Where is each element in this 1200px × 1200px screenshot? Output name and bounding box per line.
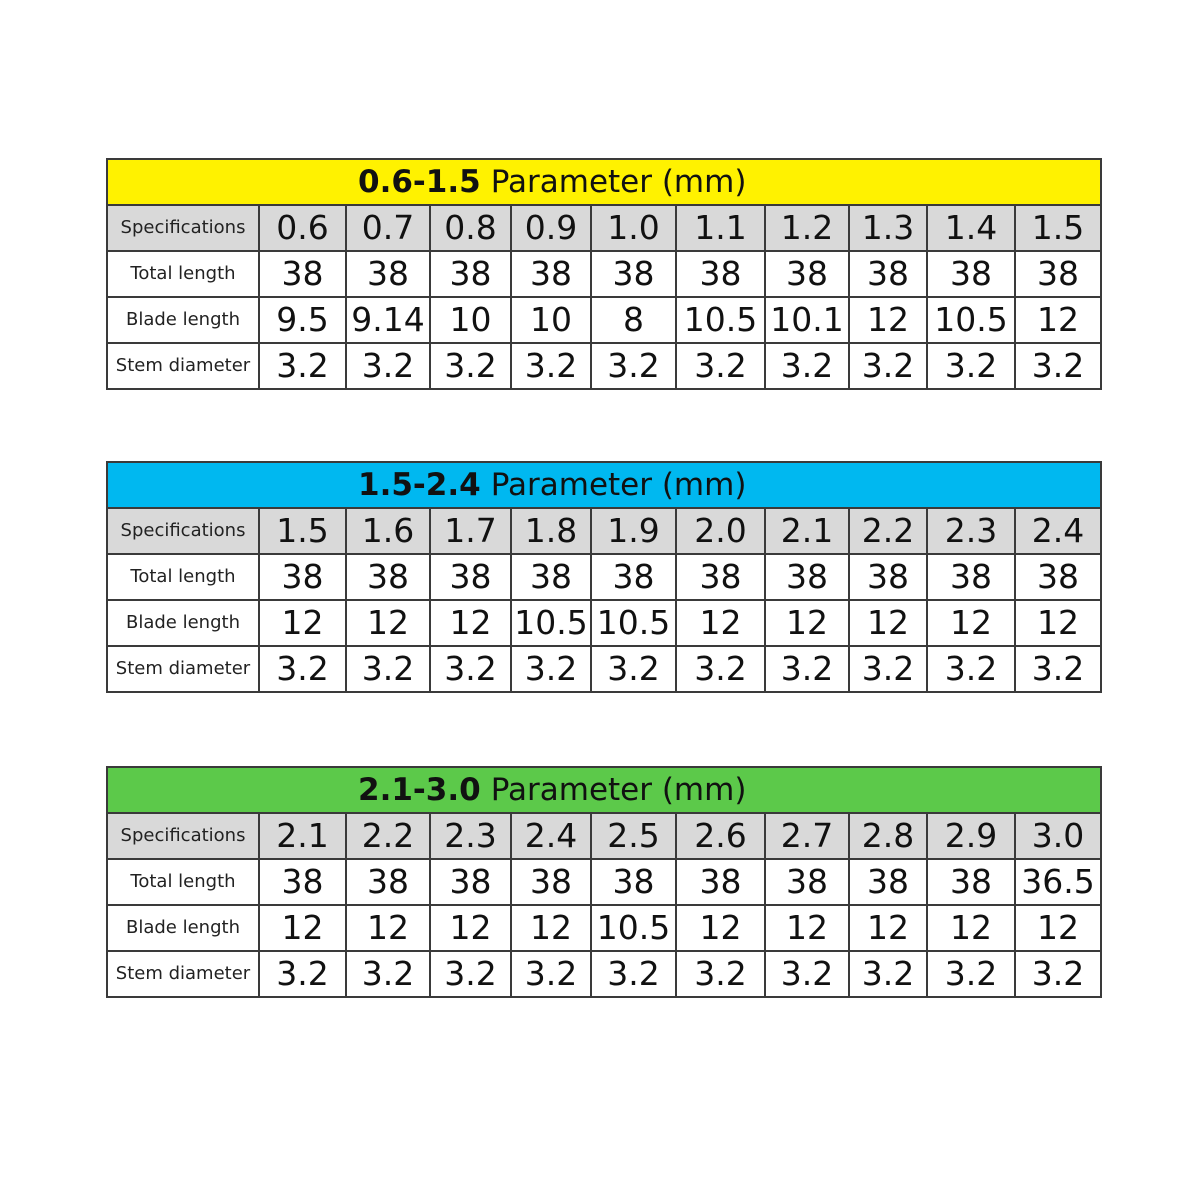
table-cell: 38 xyxy=(765,859,849,905)
table-cell: 3.2 xyxy=(676,646,765,692)
table-cell: 12 xyxy=(927,600,1015,646)
table-cell: 3.2 xyxy=(346,646,430,692)
table-cell: 38 xyxy=(346,859,430,905)
table-cell: 3.2 xyxy=(591,646,676,692)
table-cell: 38 xyxy=(591,554,676,600)
row-label: Stem diameter xyxy=(107,343,259,389)
table-cell: 3.2 xyxy=(927,951,1015,997)
table-range: 2.1-3.0 xyxy=(358,772,481,808)
parameter-table xyxy=(106,158,1102,390)
spec-value-cell: 1.2 xyxy=(765,205,849,251)
table-cell: 38 xyxy=(849,859,927,905)
table-cell: 9.14 xyxy=(346,297,430,343)
table-title xyxy=(107,159,1101,205)
table-cell: 38 xyxy=(676,554,765,600)
spec-value-cell: 1.9 xyxy=(591,508,676,554)
table-cell: 3.2 xyxy=(259,646,346,692)
table-cell: 38 xyxy=(259,859,346,905)
table-cell: 3.2 xyxy=(849,951,927,997)
spec-value-cell: 2.9 xyxy=(927,813,1015,859)
spec-value-cell: 1.6 xyxy=(346,508,430,554)
row-label: Blade length xyxy=(107,600,259,646)
table-cell: 38 xyxy=(849,251,927,297)
spec-value-cell: 1.4 xyxy=(927,205,1015,251)
table-cell: 12 xyxy=(430,905,511,951)
table-cell: 3.2 xyxy=(927,343,1015,389)
table-cell: 12 xyxy=(927,905,1015,951)
table-cell: 36.5 xyxy=(1015,859,1101,905)
spec-value-cell: 1.7 xyxy=(430,508,511,554)
table-cell: 3.2 xyxy=(430,646,511,692)
table-cell: 10.5 xyxy=(591,600,676,646)
table-cell: 38 xyxy=(765,554,849,600)
table-cell: 12 xyxy=(1015,905,1101,951)
table-title-row xyxy=(107,462,1101,508)
spec-value-cell: 1.3 xyxy=(849,205,927,251)
table-cell: 38 xyxy=(346,251,430,297)
table-cell: 3.2 xyxy=(676,343,765,389)
blade-length-row xyxy=(107,297,1101,343)
blade-length-row xyxy=(107,905,1101,951)
table-cell: 38 xyxy=(346,554,430,600)
table-cell: 3.2 xyxy=(259,951,346,997)
table-cell: 12 xyxy=(511,905,591,951)
stem-diameter-row xyxy=(107,951,1101,997)
table-cell: 3.2 xyxy=(849,646,927,692)
table-cell: 38 xyxy=(765,251,849,297)
table-cell: 38 xyxy=(430,859,511,905)
row-label: Stem diameter xyxy=(107,951,259,997)
spec-value-cell: 2.7 xyxy=(765,813,849,859)
table-cell: 3.2 xyxy=(430,343,511,389)
spec-value-cell: 2.3 xyxy=(927,508,1015,554)
table-range: 0.6-1.5 xyxy=(358,164,481,200)
table-cell: 38 xyxy=(430,251,511,297)
row-label: Specifications xyxy=(107,205,259,251)
spec-value-cell: 2.4 xyxy=(511,813,591,859)
specifications-row xyxy=(107,508,1101,554)
table-cell: 3.2 xyxy=(849,343,927,389)
table-cell: 3.2 xyxy=(1015,343,1101,389)
table-cell: 3.2 xyxy=(259,343,346,389)
spec-value-cell: 1.8 xyxy=(511,508,591,554)
stem-diameter-row xyxy=(107,343,1101,389)
table-unit: Parameter (mm) xyxy=(490,772,747,808)
table-cell: 38 xyxy=(511,859,591,905)
table-cell: 38 xyxy=(927,251,1015,297)
table-cell: 12 xyxy=(346,600,430,646)
table-cell: 12 xyxy=(1015,600,1101,646)
spec-value-cell: 0.6 xyxy=(259,205,346,251)
table-cell: 38 xyxy=(430,554,511,600)
table-cell: 38 xyxy=(1015,251,1101,297)
table-cell: 3.2 xyxy=(346,951,430,997)
table-cell: 10 xyxy=(511,297,591,343)
row-label: Total length xyxy=(107,859,259,905)
table-cell: 3.2 xyxy=(591,343,676,389)
spec-value-cell: 2.2 xyxy=(346,813,430,859)
table-cell: 12 xyxy=(1015,297,1101,343)
spec-value-cell: 2.1 xyxy=(259,813,346,859)
row-label: Specifications xyxy=(107,508,259,554)
total-length-row xyxy=(107,251,1101,297)
table-cell: 12 xyxy=(430,600,511,646)
table-cell: 12 xyxy=(849,905,927,951)
spec-value-cell: 2.8 xyxy=(849,813,927,859)
spec-value-cell: 1.5 xyxy=(1015,205,1101,251)
table-cell: 38 xyxy=(591,251,676,297)
table-cell: 12 xyxy=(259,600,346,646)
table-cell: 38 xyxy=(676,251,765,297)
spec-value-cell: 2.4 xyxy=(1015,508,1101,554)
spec-value-cell: 2.6 xyxy=(676,813,765,859)
table-cell: 3.2 xyxy=(676,951,765,997)
spec-value-cell: 2.3 xyxy=(430,813,511,859)
table-cell: 12 xyxy=(765,600,849,646)
spec-value-cell: 0.8 xyxy=(430,205,511,251)
table-cell: 38 xyxy=(511,554,591,600)
row-label: Total length xyxy=(107,554,259,600)
table-cell: 12 xyxy=(765,905,849,951)
table-cell: 10.5 xyxy=(591,905,676,951)
table-cell: 10 xyxy=(430,297,511,343)
table-cell: 12 xyxy=(676,600,765,646)
table-cell: 3.2 xyxy=(346,343,430,389)
table-cell: 38 xyxy=(259,251,346,297)
table-cell: 38 xyxy=(1015,554,1101,600)
spec-value-cell: 2.5 xyxy=(591,813,676,859)
table-cell: 10.5 xyxy=(927,297,1015,343)
table-cell: 12 xyxy=(849,600,927,646)
row-label: Specifications xyxy=(107,813,259,859)
parameter-table xyxy=(106,766,1102,998)
specifications-row xyxy=(107,813,1101,859)
total-length-row xyxy=(107,554,1101,600)
table-unit: Parameter (mm) xyxy=(490,467,747,503)
table-cell: 12 xyxy=(259,905,346,951)
spec-value-cell: 2.2 xyxy=(849,508,927,554)
table-cell: 3.2 xyxy=(511,646,591,692)
spec-value-cell: 0.9 xyxy=(511,205,591,251)
row-label: Total length xyxy=(107,251,259,297)
row-label: Blade length xyxy=(107,297,259,343)
table-unit: Parameter (mm) xyxy=(490,164,747,200)
table-cell: 38 xyxy=(927,859,1015,905)
table-title xyxy=(107,767,1101,813)
table-cell: 3.2 xyxy=(511,343,591,389)
table-title-row xyxy=(107,767,1101,813)
row-label: Stem diameter xyxy=(107,646,259,692)
spec-value-cell: 1.5 xyxy=(259,508,346,554)
spec-value-cell: 3.0 xyxy=(1015,813,1101,859)
table-cell: 9.5 xyxy=(259,297,346,343)
table-title xyxy=(107,462,1101,508)
table-cell: 12 xyxy=(346,905,430,951)
table-cell: 10.5 xyxy=(676,297,765,343)
table-cell: 38 xyxy=(849,554,927,600)
parameter-table xyxy=(106,461,1102,693)
table-cell: 3.2 xyxy=(927,646,1015,692)
table-cell: 38 xyxy=(259,554,346,600)
table-cell: 3.2 xyxy=(511,951,591,997)
table-cell: 38 xyxy=(591,859,676,905)
table-cell: 3.2 xyxy=(591,951,676,997)
table-cell: 38 xyxy=(676,859,765,905)
stem-diameter-row xyxy=(107,646,1101,692)
table-cell: 38 xyxy=(927,554,1015,600)
total-length-row xyxy=(107,859,1101,905)
table-cell: 12 xyxy=(849,297,927,343)
table-cell: 10.1 xyxy=(765,297,849,343)
table-cell: 3.2 xyxy=(765,343,849,389)
table-cell: 3.2 xyxy=(765,646,849,692)
table-cell: 12 xyxy=(676,905,765,951)
blade-length-row xyxy=(107,600,1101,646)
spec-value-cell: 2.0 xyxy=(676,508,765,554)
spec-value-cell: 2.1 xyxy=(765,508,849,554)
spec-value-cell: 0.7 xyxy=(346,205,430,251)
table-cell: 3.2 xyxy=(1015,646,1101,692)
table-cell: 38 xyxy=(511,251,591,297)
spec-value-cell: 1.1 xyxy=(676,205,765,251)
table-cell: 3.2 xyxy=(1015,951,1101,997)
table-range: 1.5-2.4 xyxy=(358,467,481,503)
table-cell: 3.2 xyxy=(765,951,849,997)
spec-value-cell: 1.0 xyxy=(591,205,676,251)
table-title-row xyxy=(107,159,1101,205)
row-label: Blade length xyxy=(107,905,259,951)
specifications-row xyxy=(107,205,1101,251)
table-cell: 8 xyxy=(591,297,676,343)
table-cell: 10.5 xyxy=(511,600,591,646)
table-cell: 3.2 xyxy=(430,951,511,997)
